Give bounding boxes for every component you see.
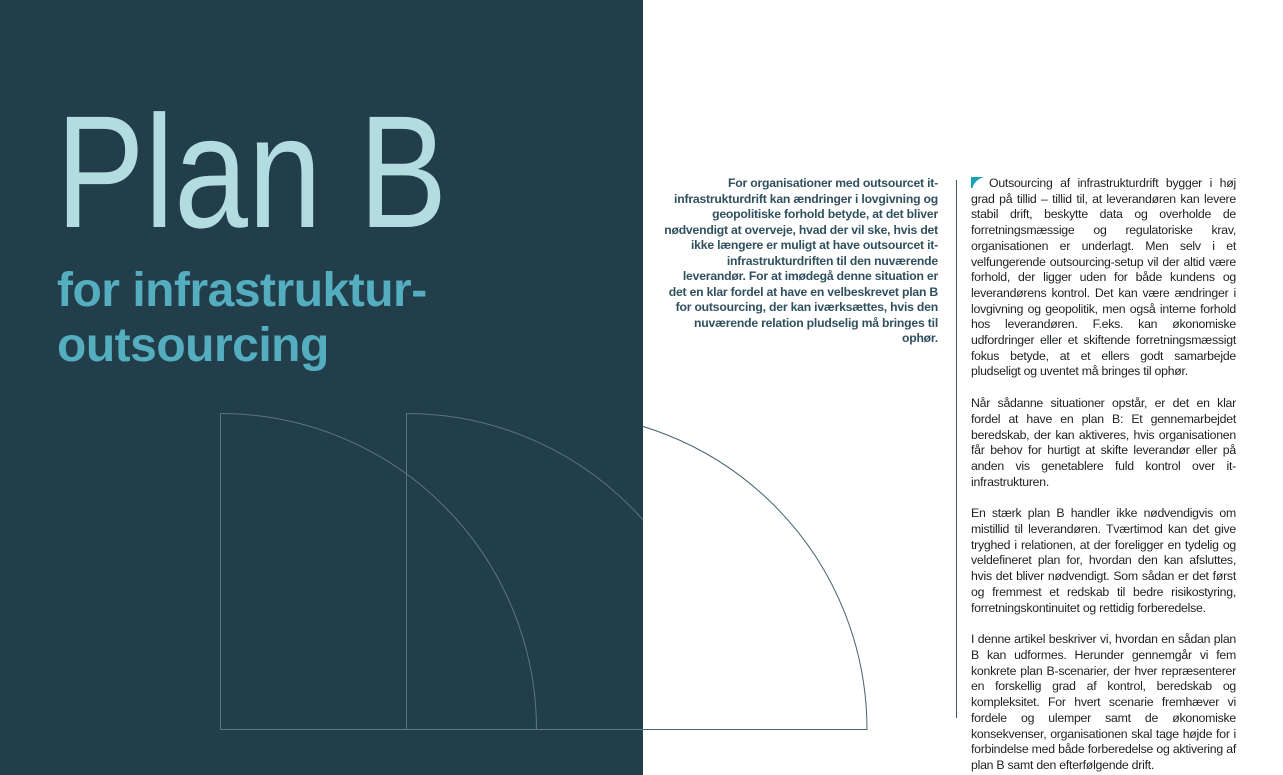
page-subtitle-line1: for infrastruktur- bbox=[57, 264, 427, 317]
column-divider-rule bbox=[956, 180, 957, 718]
page-subtitle bbox=[57, 263, 427, 373]
article-paragraph-1 bbox=[971, 176, 1236, 380]
page-title: Plan B bbox=[56, 82, 448, 261]
intro-paragraph: For organisationer med outsourcet it-infrastrukturdrift kan ændringer i lovgivning og geopolitiske forhold betyde, at det bliver nødvendigt at overveje, hvad der vil ske, hvis det ikke længere er muligt at have outsourcet it-infrastrukturdriften til den nuværende leverandør. For at imødegå denne situation er det en klar fordel at have en velbeskrevet plan B for outsourcing, der kan iværksættes, hvis den nuværende relation pludselig må bringes til ophør. bbox=[664, 176, 938, 345]
article-paragraph-1-text: Outsourcing af infrastrukturdrift bygger i høj grad på tillid – tillid til, at leverandøren kan levere stabil drift, beskytte data og overholde de forretningsmæssige og regulatoriske krav, organisationen er underlagt. Men selv i et velfungerende outsourcing-setup vil der altid være forhold, der ligger uden for både kundens og leverandørens kontrol. Det kan være ændringer i lovgivning og geopolitik, men også interne forhold hos leverandøren. F.eks. kan økonomiske udfordringer eller et skiftende forretningsmæssigt fokus betyde, at et ellers godt samarbejde pludseligt og uventet må bringes til ophør. bbox=[971, 176, 1236, 379]
article-paragraph-3: En stærk plan B handler ikke nødvendigvis om mistillid til leverandøren. Tværtimod kan det give tryghed i relationen, at der foreligger en tydelig og veldefineret plan for, hvordan den kan afsluttes, hvis det bliver nødvendigt. Som sådan er det først og fremmest et redskab til bedre risikostyring, forretningskontinuitet og rettidig forberedelse. bbox=[971, 506, 1236, 615]
article-body bbox=[971, 176, 1236, 774]
article-paragraph-2: Når sådanne situationer opstår, er det en klar fordel at have en plan B: Et gennemarbejdet beredskab, der kan aktiveres, hvis organisationen får behov for hurtigt at skifte leverandør eller på anden vis genetablere fuld kontrol over it-infrastrukturen. bbox=[971, 396, 1236, 489]
sail-quote-icon bbox=[971, 177, 984, 188]
article-paragraph-4: I denne artikel beskriver vi, hvordan en sådan plan B kan udformes. Herunder gennemgår vi fem konkrete plan B-scenarier, der hver repræsenterer en forskellig grad af kontrol, beredskab og kompleksitet. For hvert scenarie fremhæver vi fordele og ulemper samt de økonomiske konsekvenser, organisationen skal tage højde for i forbindelse med både forberedelse og aktivering af plan B samt den efterfølgende drift. bbox=[971, 632, 1236, 772]
page-subtitle-line2: outsourcing bbox=[57, 319, 329, 372]
